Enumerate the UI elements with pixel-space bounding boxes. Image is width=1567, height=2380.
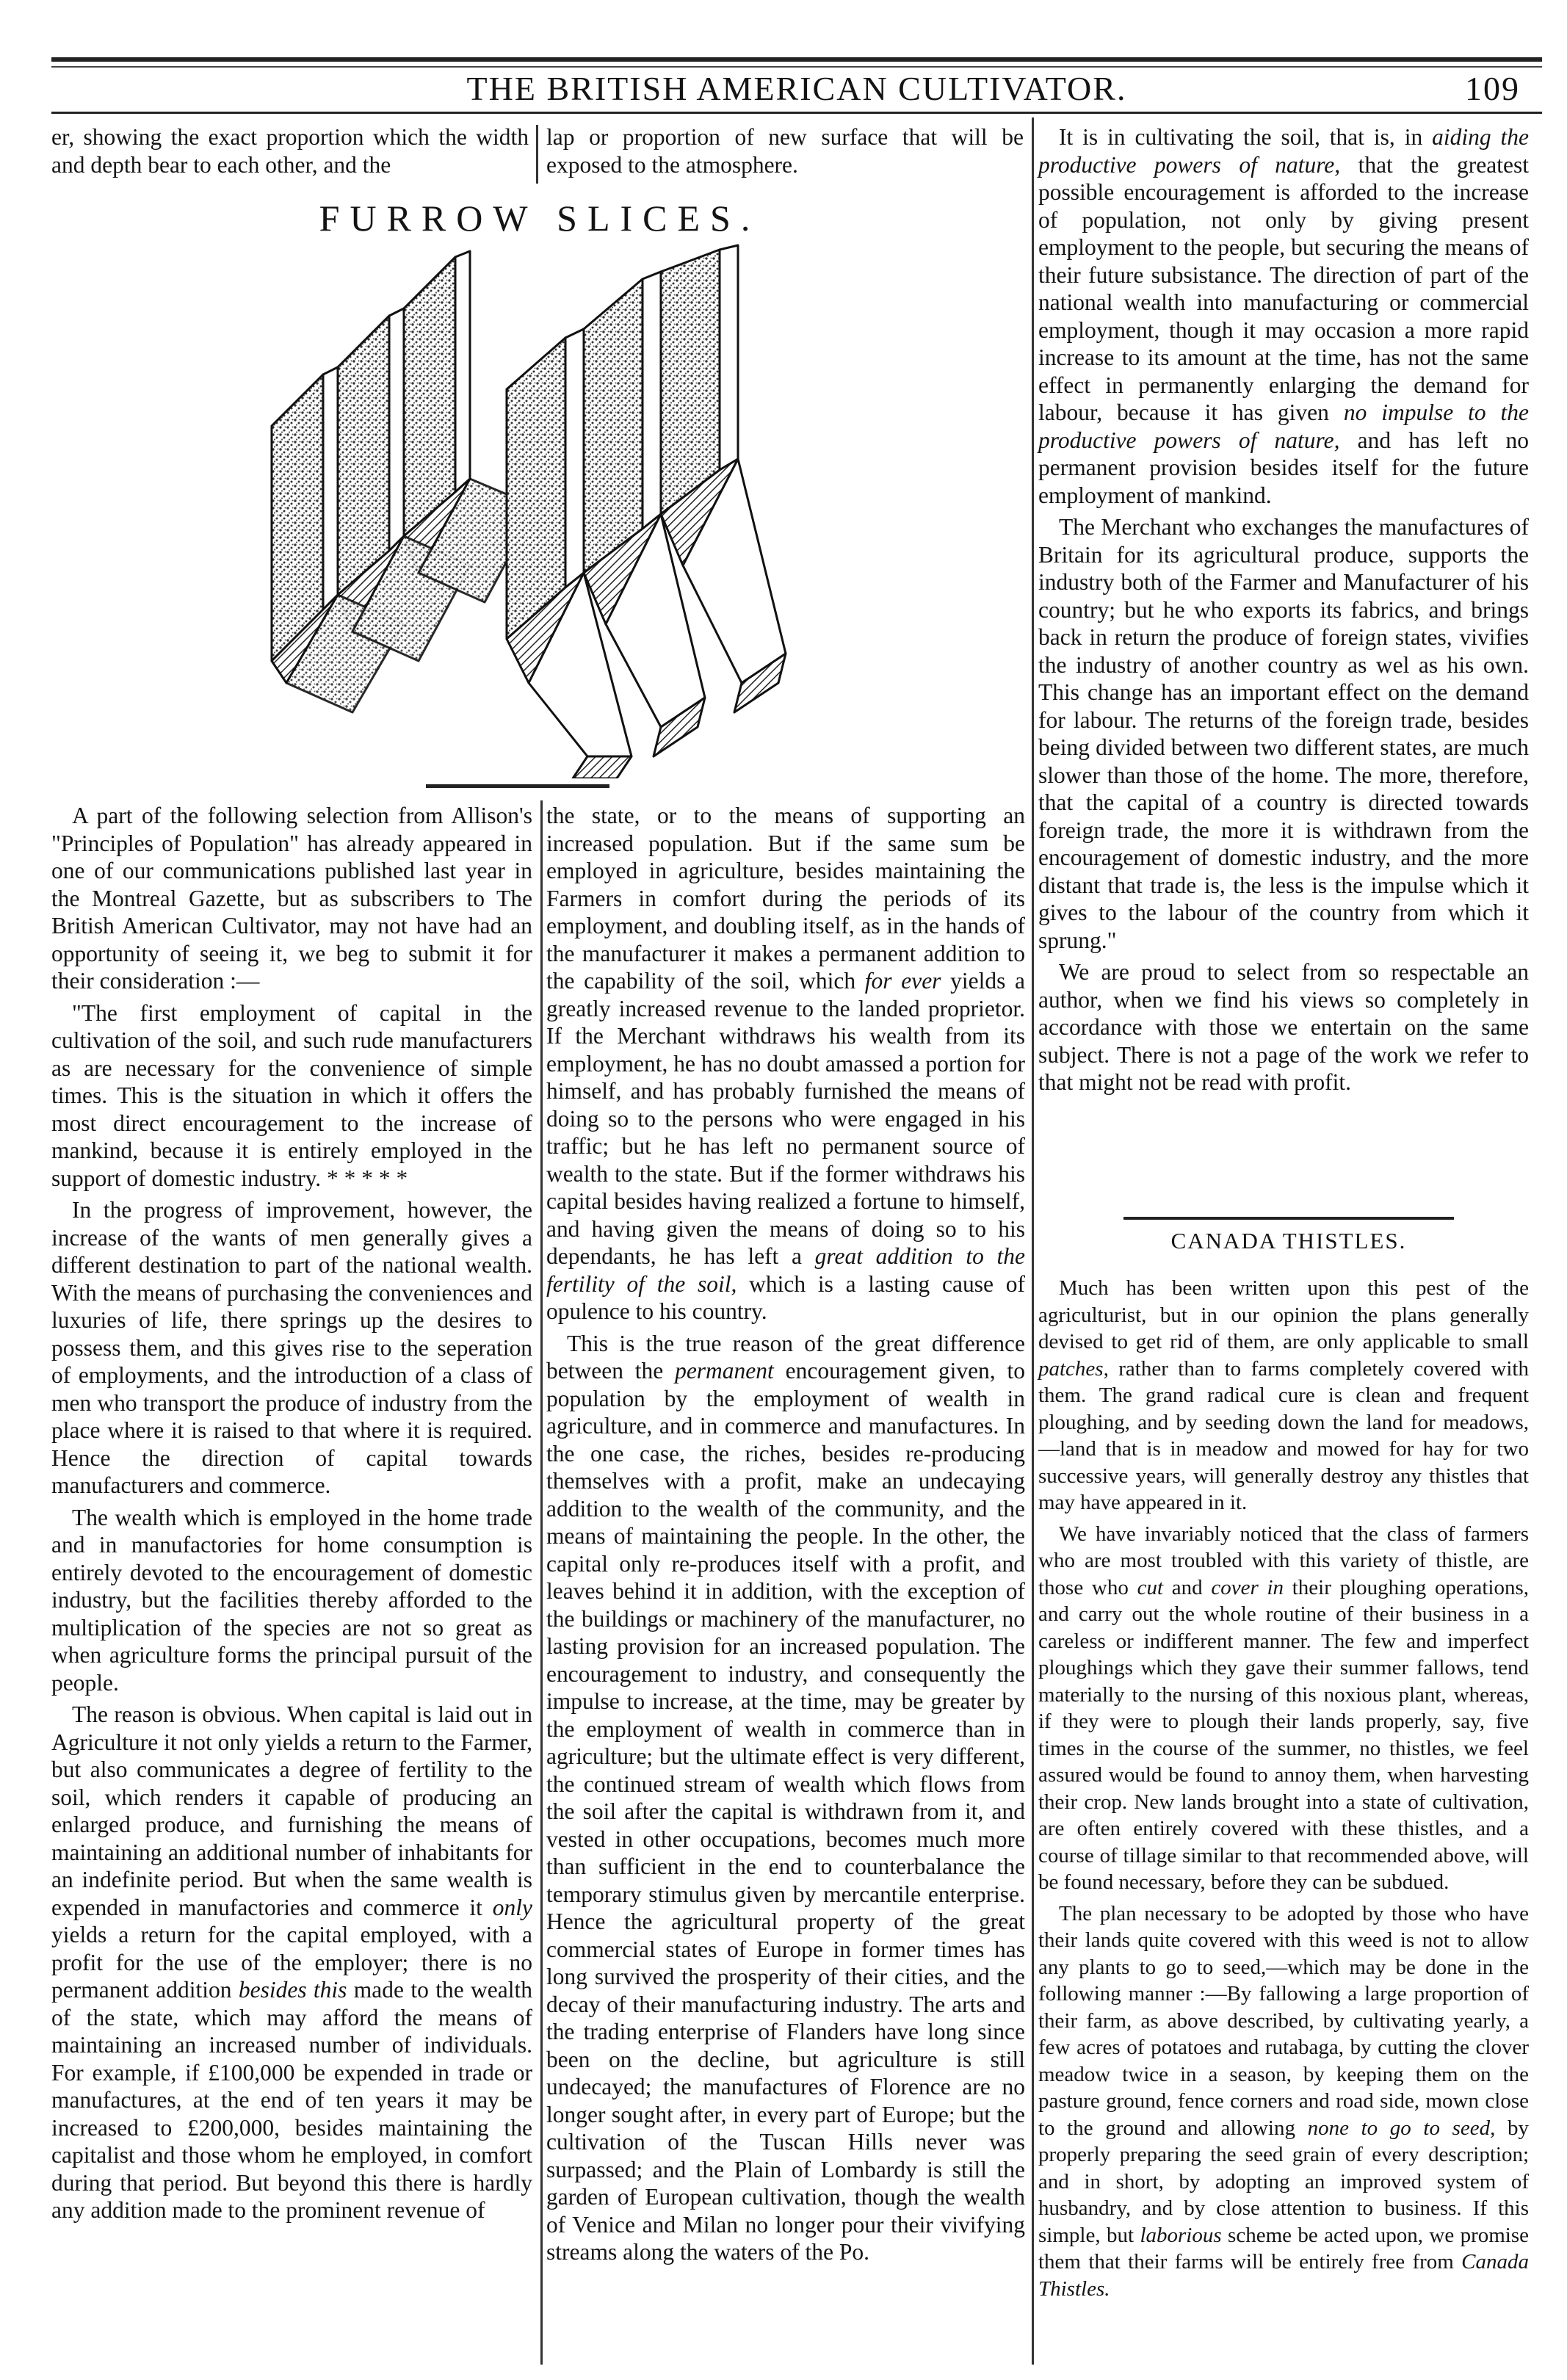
slice-6-cut-face [720, 245, 738, 470]
canada-paragraph-2: We have invariably noticed that the class of farmers who are most troubled with this variety of thistle, are those who cut and cover in their ploughing operations, and carry out the whole routine of their business in a careless or indifferent manner. The few and imperfect ploughings which they gave their summer fallows, tend materially to the nursing of this noxious plant, whereas, if they were to plough their lands properly, say, five times in the course of the summer, no thistles, we feel assured would be found to annoy them, when harvesting their crop. New lands brought into a state of cultivation, are often entirely covered with these thistles, and a course of tillage similar to that recommended above, will be found necessary, before they can be subdued. [1038, 1522, 1529, 1894]
article-column-middle [546, 802, 1025, 2266]
slice-4-textured-face [507, 338, 565, 639]
column-divider-right [1032, 117, 1034, 2365]
article-column-right [1038, 123, 1529, 1096]
slice-5-cut-face [643, 272, 661, 529]
column-divider-left-top [536, 125, 538, 184]
canada-thistles-column [1038, 1275, 1529, 2302]
top-double-rule [51, 57, 1542, 62]
article-paragraph-4: The reason is obvious. When capital is laid out in Agriculture it not only yields a return to the Farmer, but also communicates a degree of fertility to the soil, which renders it capable of producing an enlarged produce, and furnishing the means of maintaining an additional number of inhabitants for an indefinite period. But when the same wealth is expended in manufactories and commerce it only yields a return for the capital employed, with a profit for the use of the employer; there is no permanent addition besides this made to the wealth of the state, which may afford the means of maintaining an increased number of individuals. For example, if £100,000 be expended in trade or manufactures, at the end of ten years it may be increased to £200,000, besides maintaining the capitalist and those whom he employed, in comfort during that period. But beyond this there is hardly any addition made to the prominent revenue of [51, 1701, 532, 2223]
article-intro: A part of the following selection from Allison's "Principles of Population" has already appeared in one of our communications published last year in the Montreal Gazette, but as subscribers to The British American Cultivator, may not have had an opportunity of seeing it, we beg to submit it for their consideration :— [51, 803, 532, 994]
newspaper-title: THE BRITISH AMERICAN CULTIVATOR. [466, 70, 1127, 107]
slice-3-textured-face [404, 257, 455, 536]
article-paragraph-5: the state, or to the means of supporting an increased population. But if the same sum be employed in agriculture, besides maintaining the Farmers in comfort during the periods of its employment, and doubling itself, as in the hands of the manufacturer it makes a permanent addition to the capability of the soil, which for ever yields a greatly increased revenue to the landed proprietor. If the Merchant withdraws his wealth from its employment, he has no doubt amassed a portion for himself, and has probably furnished the means of doing so to the persons who were engaged in his traffic; but he has left no permanent source of wealth to the state. But if the former withdraws his capital besides having realized a fortune to himself, and having given the means of doing so to his dependants, he has left a great addition to the fertility of the soil, which is a lasting cause of opulence to his country. [546, 803, 1026, 1324]
article-column-left [51, 802, 532, 2224]
slice-6-textured-face [661, 250, 720, 514]
slice-4-cut-face [565, 329, 584, 587]
page-number: 109 [1465, 70, 1520, 107]
column-divider-left-bottom [540, 800, 543, 2365]
top-thin-rule [51, 66, 1542, 68]
section-rule [1123, 1217, 1454, 1220]
slice-2-textured-face [338, 316, 389, 595]
article-paragraph-8: The Merchant who exchanges the manufactures of Britain for its agricultural produce, supports the industry both of the Farmer and Manufacturer of his country; but he who exports its fabrics, and brings back in return the produce of foreign states, vivifies the industry of another country as wel as his own. This change has an important effect on the demand for labour. The returns of the foreign trade, besides being divided between two different states, are much slower than those of the home. The more, therefore, that the capital of a country is directed towards foreign trade, the more it is withdrawn from the encouragement of domestic industry, and the more distant that trade is, the less is the impulse which it gives to the labour of the country from which it sprung." [1038, 514, 1529, 953]
article-paragraph-7: It is in cultivating the soil, that is, in aiding the productive powers of nature, that the greatest possible encouragement is afforded to the increase of population, not only by giving present employment to the people, but securing the means of their future subsistance. The direction of part of the national wealth into manufacturing or commercial employment, though it may occasion a more rapid increase to its amount at the time, has not the same effect in permanently enlarging the demand for labour, because it has given no impulse to the productive powers of nature, and has left no permanent provision besides itself for the future employment of mankind. [1038, 124, 1530, 508]
header-rule [51, 112, 1542, 114]
canada-thistles-title: CANADA THISTLES. [1170, 1228, 1407, 1254]
running-header [51, 70, 1542, 107]
article-paragraph-1: "The first employment of capital in the cultivation of the soil, and such rude manufacturers as are necessary for the convenience of simple times. This is the situation in which it offers the most direct encouragement to the increase of mankind, because it is entirely employed in the support of domestic industry. * * * * * [51, 999, 532, 1191]
article-paragraph-6: This is the true reason of the great difference between the permanent encouragement given, to population by the employment of wealth in agriculture, and in commerce and manufactures. In the one case, the riches, besides re-producing themselves with a profit, make an undecaying addition to the wealth of the community, and the means of maintaining the people. In the other, the capital only re-produces itself with a profit, and leaves behind it in addition, with the exception of the buildings or machinery of the manufacturer, no lasting provision for an increased population. The encouragement to industry, and consequently the impulse to increase, at the time, may be greater by the employment of wealth in commerce than in agriculture; but the ultimate effect is very different, the continued stream of wealth which flows from the soil after the capital is withdrawn from it, and vested in other occupations, becomes much more than sufficient in the end to counterbalance the temporary stimulus given by mercantile enterprise. Hence the agricultural property of the great commercial states of Europe in former times has long survived the prosperity of their cities, and the decay of their manufacturing industry. The arts and the trading enterprise of Flanders have long since been on the decline, but agriculture is still undecayed; the manufactures of Florence are no longer sought after, in every part of Europe; but the cultivation of the Tuscan Hills never was surpassed; and the Plain of Lombardy is still the garden of European cultivation, though the wealth of Venice and Milan no longer pour their vivifying streams along the waters of the Po. [546, 1330, 1025, 2265]
slice-1-cut-face [323, 367, 338, 610]
illustration-rule [426, 784, 609, 788]
canada-paragraph-3: The plan necessary to be adopted by those who have their lands quite covered with this weed is not to allow any plants to go to seed,—which may be done in the following manner :—By fallowing a large proportion of their farm, as above described, by cultivating yearly, a few acres of potatoes and rutabaga, by cutting the clover meadow twice in a season, by keeping them on the pasture ground, fence corners and road side, mown close to the ground and allowing none to go to seed, by properly preparing the seed grain of every description; and in short, by adopting an improved system of husbandry, and by close attention to business. If this simple, but laborious scheme be acted upon, we promise them that their farms will be entirely free from Canada Thistles. [1038, 1901, 1530, 2301]
slice-5-textured-face [584, 279, 643, 573]
top-fragment-left: er, showing the exact proportion which the width and depth bear to each other, and the [51, 124, 529, 178]
slice-2-cut-face [389, 308, 404, 551]
furrow-slices-illustration [220, 242, 866, 778]
illustration-title: FURROW SLICES. [319, 198, 761, 239]
slice-3-cut-face [455, 251, 470, 492]
canada-paragraph-1: Much has been written upon this pest of the agriculturist, but in our opinion the plans generally devised to get rid of them, are only applicable to small patches, rather than to farms completely covered with them. The grand radical cure is clean and frequent ploughing, and by seeding down the land for meadows,—land that is in meadow and mowed for hay for two successive years, will generally destroy any thistles that may have appeared in it. [1038, 1276, 1529, 1514]
article-paragraph-2: In the progress of improvement, however, the increase of the wants of men generally gives a different destination to part of the national wealth. With the means of purchasing the conveniences and luxuries of life, there springs up the desires to possess them, and this gives rise to the seperation of employments, and the introduction of a class of men who transport the produce of industry from the place where it is raised to that where it is required. Hence the direction of capital towards manufacturers and commerce. [51, 1197, 532, 1498]
article-paragraph-9: We are proud to select from so respectable an author, when we find his views so completely in accordance with those we entertain on the same subject. There is not a page of the work we refer to that might not be read with profit. [1038, 959, 1529, 1095]
article-paragraph-3: The wealth which is employed in the home trade and in manufactories for home consumption is entirely devoted to the encouragement of domestic industry, but the facilities thereby afforded to the multiplication of the species are not so great as when agriculture forms the principal pursuit of the people. [51, 1504, 532, 1696]
furrow-4-hatched [573, 756, 631, 778]
top-fragment-middle: lap or proportion of new surface that will be exposed to the atmosphere. [546, 124, 1024, 178]
ellipsis-stars: * * * * * [327, 1165, 408, 1191]
